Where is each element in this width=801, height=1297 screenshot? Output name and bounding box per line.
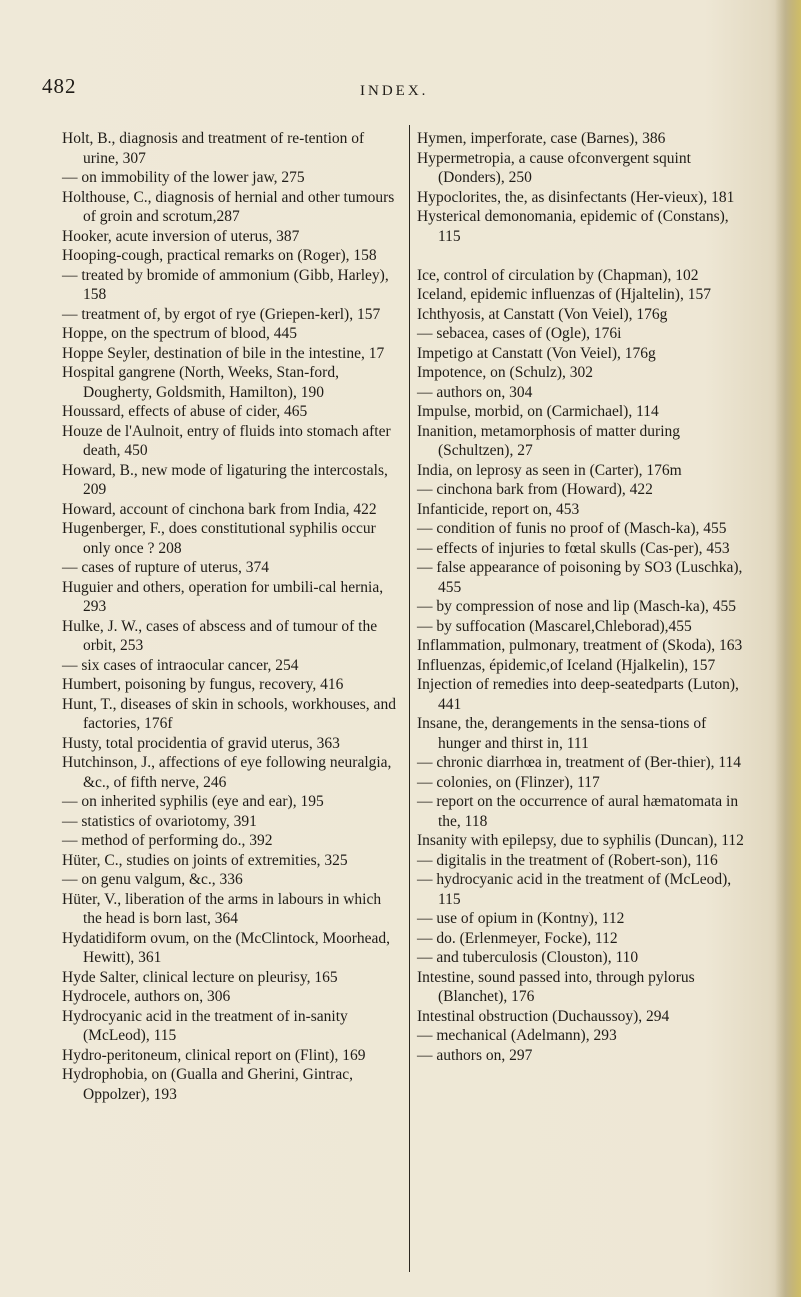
index-entry: — report on the occurrence of aural hæmatomata in the, 118	[417, 793, 739, 830]
index-entry: Hydatidiform ovum, on the (McClintock, Moorhead, Hewitt), 361	[62, 929, 391, 966]
index-entry: — sebacea, cases of (Ogle), 176i	[417, 325, 622, 342]
index-entry: Hymen, imperforate, case (Barnes), 386	[417, 130, 666, 147]
index-entry: Impotence, on (Schulz), 302	[417, 364, 594, 381]
index-entry: — effects of injuries to fœtal skulls (Cas-per), 453	[417, 539, 730, 557]
index-entry: — statistics of ovariotomy, 391	[62, 812, 257, 830]
index-entry: Intestine, sound passed into, through pylorus (Blanchet), 176	[417, 968, 695, 1005]
index-entry: Ice, control of circulation by (Chapman), 102	[417, 266, 699, 284]
right-group-i	[417, 266, 749, 1066]
left-column	[62, 129, 402, 1104]
index-entry: — treated by bromide of ammonium (Gibb, Harley), 158	[62, 266, 389, 303]
index-entry: — colonies, on (Flinzer), 117	[417, 773, 600, 791]
index-entry: Hutchinson, J., affections of eye following neuralgia, &c., of fifth nerve, 246	[62, 754, 392, 791]
index-entry: Howard, B., new mode of ligaturing the intercostals, 209	[62, 461, 388, 498]
index-entry: Houssard, effects of abuse of cider, 465	[62, 403, 308, 420]
index-entry: Impetigo at Canstatt (Von Veiel), 176g	[417, 344, 656, 362]
index-entry: Hysterical demonomania, epidemic of (Constans), 115	[417, 208, 729, 245]
index-entry: — mechanical (Adelmann), 293	[417, 1027, 617, 1044]
index-entry: — on genu valgum, &c., 336	[62, 871, 243, 888]
index-entry: — do. (Erlenmeyer, Focke), 112	[417, 929, 618, 947]
index-entry: Insanity with epilepsy, due to syphilis (Duncan), 112	[417, 832, 744, 849]
index-entry: Intestinal obstruction (Duchaussoy), 294	[417, 1007, 670, 1025]
index-entry: — six cases of intraocular cancer, 254	[62, 656, 299, 674]
index-entry: Hulke, J. W., cases of abscess and of tumour of the orbit, 253	[62, 617, 378, 654]
index-entry: Huguier and others, operation for umbili-cal hernia, 293	[62, 578, 384, 615]
index-entry: Ichthyosis, at Canstatt (Von Veiel), 176g	[417, 305, 668, 323]
index-entry: — condition of funis no proof of (Masch-ka), 455	[417, 520, 727, 537]
index-entry: Hüter, V., liberation of the arms in labours in which the head is born last, 364	[62, 890, 382, 927]
index-entry: Hypermetropia, a cause ofconvergent squint (Donders), 250	[417, 149, 691, 186]
index-entry: Holthouse, C., diagnosis of hernial and other tumours of groin and scrotum,287	[62, 188, 395, 225]
right-column	[417, 129, 749, 1065]
index-entry: Hüter, C., studies on joints of extremities, 325	[62, 851, 348, 869]
index-entry: Houze de l'Aulnoit, entry of fluids into stomach after death, 450	[62, 422, 391, 459]
index-entry: Hugenberger, F., does constitutional syphilis occur only once ? 208	[62, 520, 376, 557]
index-entry: — and tuberculosis (Clouston), 110	[417, 949, 639, 966]
index-entry: Hydrocyanic acid in the treatment of in-sanity (McLeod), 115	[62, 1007, 348, 1044]
index-entry: — chronic diarrhœa in, treatment of (Ber-thier), 114	[417, 754, 742, 771]
group-gap	[417, 246, 749, 266]
index-entry: Inflammation, pulmonary, treatment of (Skoda), 163	[417, 637, 743, 654]
index-entry: Influenzas, épidemic,of Iceland (Hjalkelin), 157	[417, 656, 716, 674]
right-group-h	[417, 129, 749, 246]
index-entry: — authors on, 304	[417, 383, 533, 401]
index-entry: Hyde Salter, clinical lecture on pleurisy, 165	[62, 968, 338, 986]
index-entry: — on inherited syphilis (eye and ear), 195	[62, 793, 324, 810]
index-entry: Hooker, acute inversion of uterus, 387	[62, 227, 300, 245]
index-entry: Hydrophobia, on (Gualla and Gherini, Gintrac, Oppolzer), 193	[62, 1066, 353, 1103]
index-entry: Hypoclorites, the, as disinfectants (Her-vieux), 181	[417, 188, 735, 206]
index-entry: — on immobility of the lower jaw, 275	[62, 169, 305, 186]
index-entry: Infanticide, report on, 453	[417, 500, 580, 518]
column-divider	[409, 125, 410, 1272]
index-entry: Hoppe, on the spectrum of blood, 445	[62, 325, 298, 342]
index-entry: — use of opium in (Kontny), 112	[417, 910, 625, 927]
index-entry: — cases of rupture of uterus, 374	[62, 559, 270, 576]
index-entry: Husty, total procidentia of gravid uterus, 363	[62, 734, 340, 752]
index-entry: Impulse, morbid, on (Carmichael), 114	[417, 403, 659, 420]
index-entry: Holt, B., diagnosis and treatment of re-tention of urine, 307	[62, 130, 365, 167]
index-entry: Humbert, poisoning by fungus, recovery, 416	[62, 676, 344, 693]
index-entry: — by compression of nose and lip (Masch-ka), 455	[417, 598, 736, 615]
index-entry: Hooping-cough, practical remarks on (Roger), 158	[62, 247, 377, 264]
index-entry: — method of performing do., 392	[62, 832, 273, 849]
index-entry: — by suffocation (Mascarel,Chleborad),455	[417, 617, 692, 635]
index-entry: Hydro-peritoneum, clinical report on (Flint), 169	[62, 1046, 366, 1064]
index-entry: Howard, account of cinchona bark from India, 422	[62, 500, 377, 518]
index-entry: — treatment of, by ergot of rye (Griepen-kerl), 157	[62, 305, 381, 323]
index-entry: Inanition, metamorphosis of matter during (Schultzen), 27	[417, 422, 681, 459]
index-entry: — cinchona bark from (Howard), 422	[417, 481, 653, 498]
index-entry: India, on leprosy as seen in (Carter), 176m	[417, 461, 682, 479]
index-entry: Hoppe Seyler, destination of bile in the intestine, 17	[62, 344, 385, 362]
index-entry: Hydrocele, authors on, 306	[62, 988, 231, 1005]
index-entry: — false appearance of poisoning by SO3 (Luschka), 455	[417, 559, 743, 596]
index-entry: Insane, the, derangements in the sensa-tions of hunger and thirst in, 111	[417, 715, 707, 752]
page-edge-shadow	[775, 0, 801, 1297]
index-entry: — authors on, 297	[417, 1046, 533, 1064]
index-entry: — digitalis in the treatment of (Robert-son), 116	[417, 851, 718, 869]
index-entry: — hydrocyanic acid in the treatment of (McLeod), 115	[417, 871, 732, 908]
index-entry: Hospital gangrene (North, Weeks, Stan-ford, Dougherty, Goldsmith, Hamilton), 190	[62, 364, 339, 401]
index-entry: Iceland, epidemic influenzas of (Hjaltelin), 157	[417, 286, 711, 303]
running-head: INDEX.	[360, 83, 429, 99]
index-entry: Hunt, T., diseases of skin in schools, workhouses, and factories, 176f	[62, 695, 396, 732]
page-number: 482	[42, 74, 77, 98]
index-entry: Injection of remedies into deep-seatedparts (Luton), 441	[417, 676, 739, 713]
